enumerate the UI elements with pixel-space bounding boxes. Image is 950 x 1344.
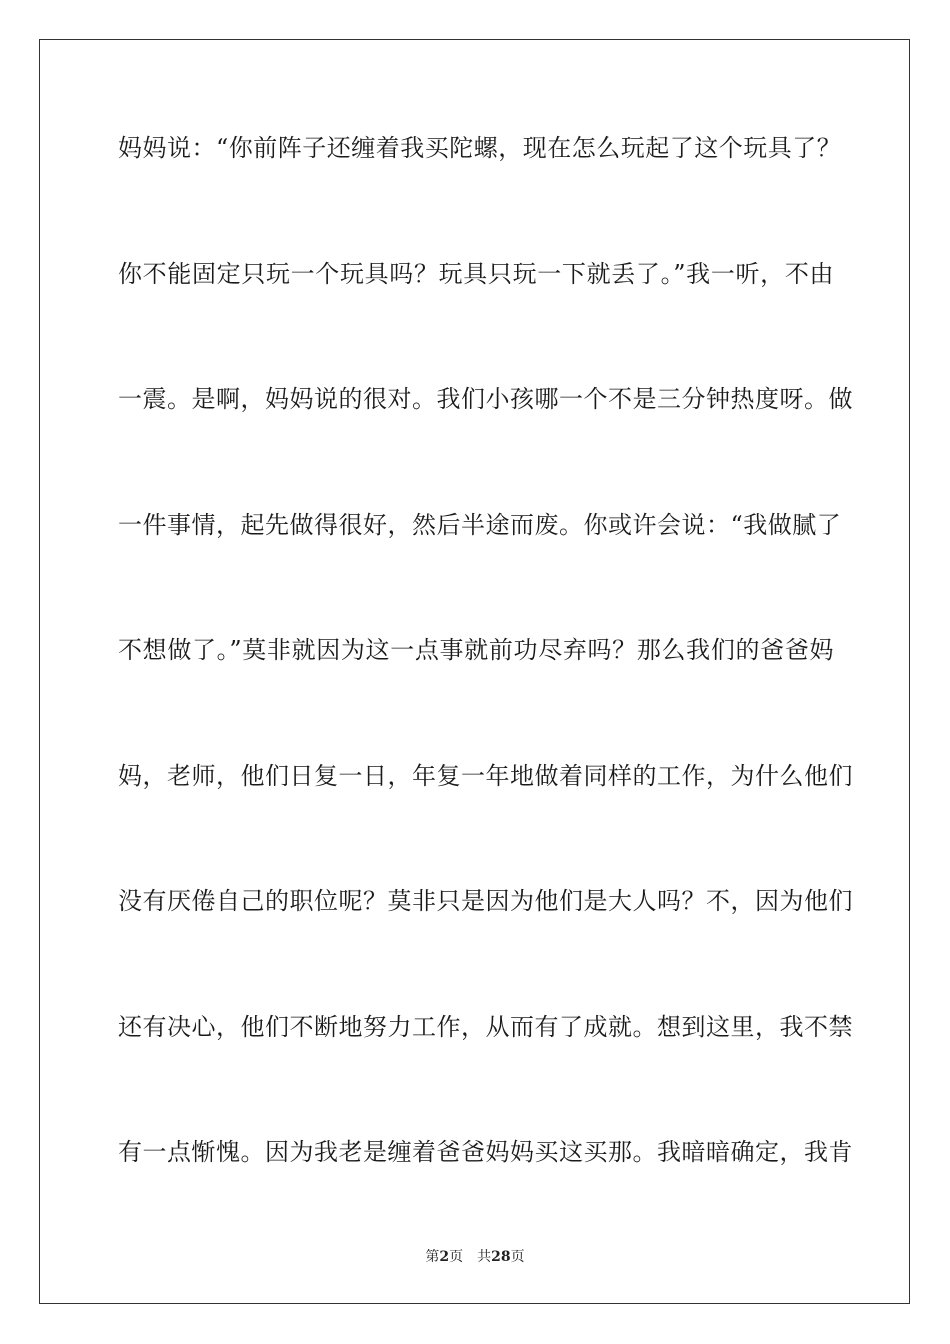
total-suffix: 页 bbox=[510, 1249, 525, 1265]
text-line: 你不能固定只玩一个玩具吗？玩具只玩一下就丢了。”我一听，不由 bbox=[118, 260, 834, 288]
page-number: 2 bbox=[439, 1249, 450, 1265]
text-line: 一震。是啊，妈妈说的很对。我们小孩哪一个不是三分钟热度呀。做 bbox=[118, 385, 853, 413]
total-prefix: 共 bbox=[477, 1249, 492, 1265]
page-suffix: 页 bbox=[449, 1249, 464, 1265]
page-footer bbox=[0, 1248, 950, 1266]
text-line: 有一点惭愧。因为我老是缠着爸爸妈妈买这买那。我暗暗确定，我肯 bbox=[118, 1138, 853, 1166]
text-line: 还有决心，他们不断地努力工作，从而有了成就。想到这里，我不禁 bbox=[118, 1013, 853, 1041]
page-prefix: 第 bbox=[425, 1249, 440, 1265]
text-line: 不想做了。”莫非就因为这一点事就前功尽弃吗？那么我们的爸爸妈 bbox=[118, 636, 834, 664]
text-line: 妈，老师，他们日复一日，年复一年地做着同样的工作，为什么他们 bbox=[118, 762, 853, 790]
text-line: 一件事情，起先做得很好，然后半途而废。你或许会说：“我做腻了 bbox=[118, 511, 842, 539]
total-pages: 28 bbox=[491, 1249, 511, 1265]
text-line: 没有厌倦自己的职位呢？莫非只是因为他们是大人吗？不，因为他们 bbox=[118, 887, 853, 915]
page-border bbox=[39, 39, 910, 1304]
text-line: 妈妈说：“你前阵子还缠着我买陀螺，现在怎么玩起了这个玩具了？ bbox=[118, 134, 842, 162]
